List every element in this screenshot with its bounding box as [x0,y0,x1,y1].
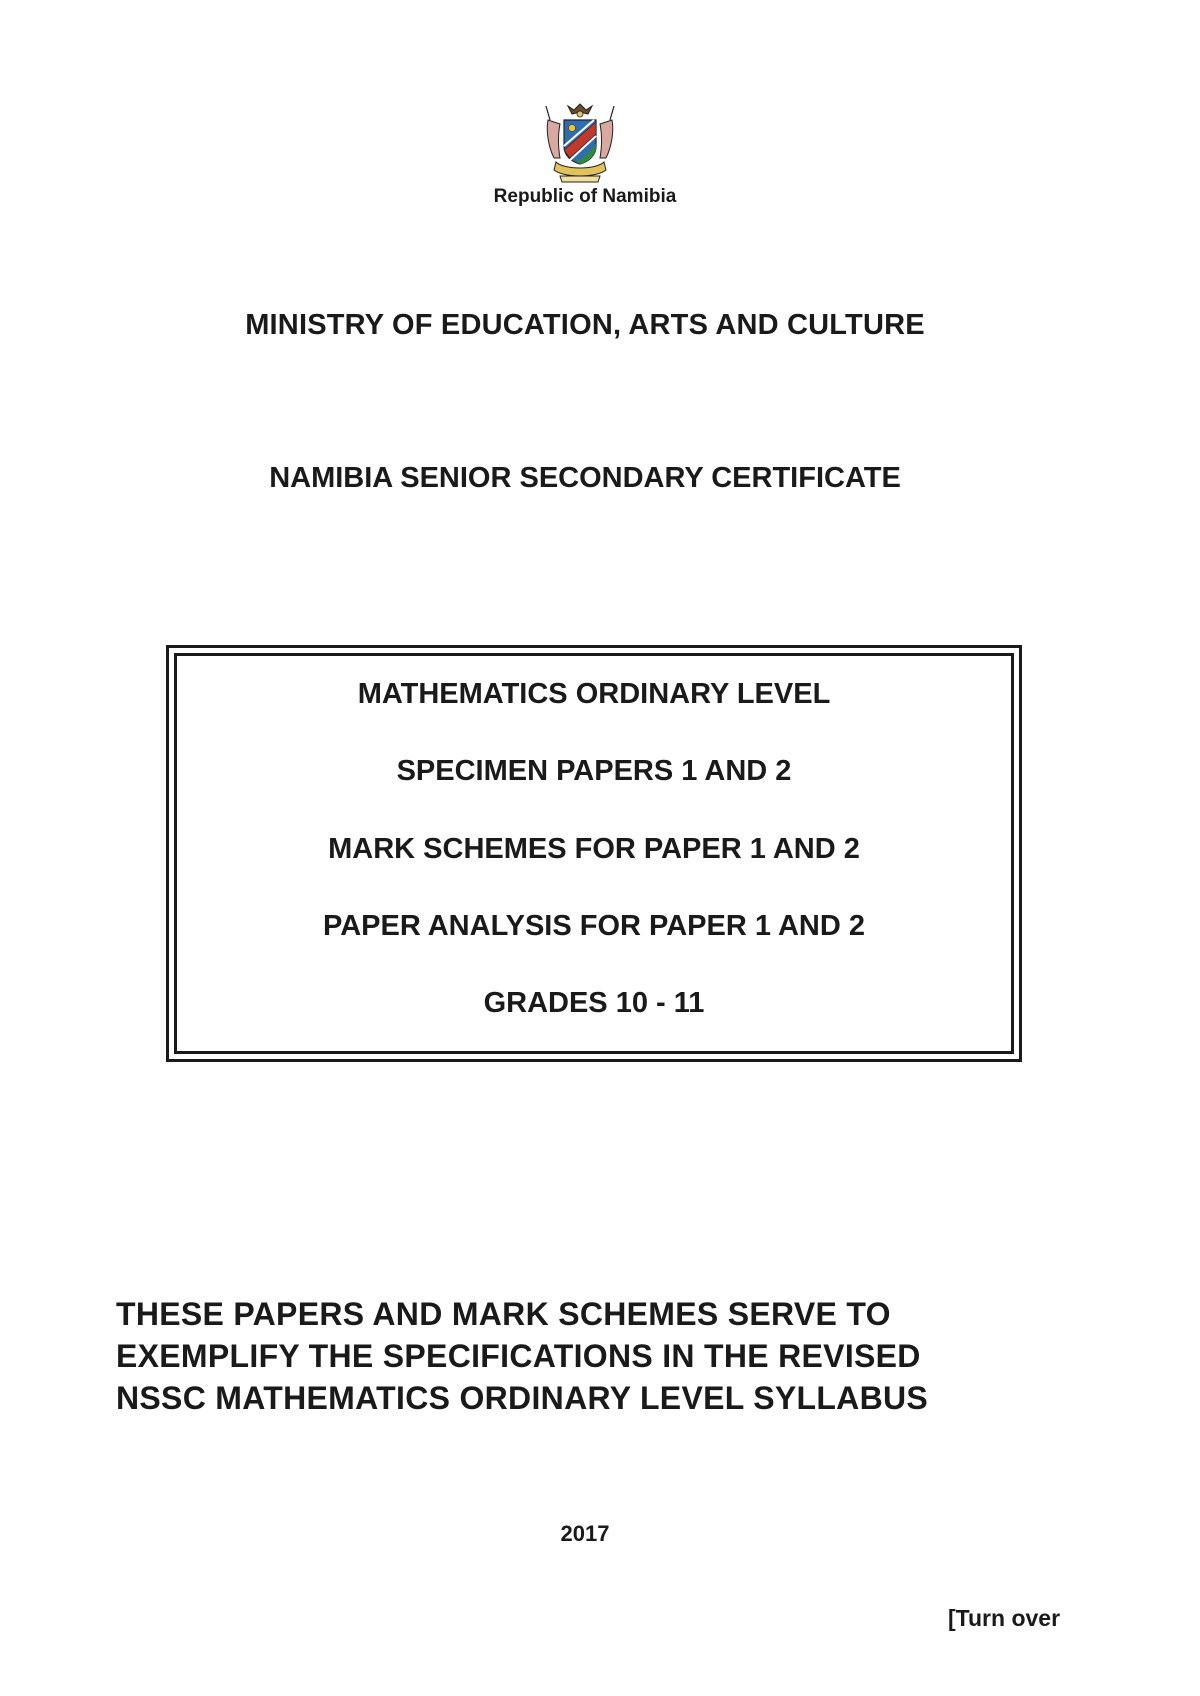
title-box-inner-border [174,653,1014,1054]
ministry-title: MINISTRY OF EDUCATION, ARTS AND CULTURE [245,309,925,341]
mark-schemes-line: MARK SCHEMES FOR PAPER 1 AND 2 [328,833,860,865]
statement-line: NSSC MATHEMATICS ORDINARY LEVEL SYLLABUS [116,1380,929,1416]
purpose-statement [116,1293,1116,1419]
turn-over-note: [Turn over [948,1605,1061,1631]
grades-line: GRADES 10 - 11 [483,987,705,1019]
specimen-line: SPECIMEN PAPERS 1 AND 2 [396,755,792,787]
emblem-caption: Republic of Namibia [493,186,677,207]
statement-line: THESE PAPERS AND MARK SCHEMES SERVE TO [116,1296,891,1332]
subject-title: MATHEMATICS ORDINARY LEVEL [357,678,831,710]
title-box [166,645,1022,1062]
publication-year: 2017 [560,1521,610,1546]
paper-analysis-line: PAPER ANALYSIS FOR PAPER 1 AND 2 [323,910,865,942]
certificate-title: NAMIBIA SENIOR SECONDARY CERTIFICATE [269,462,901,494]
namibia-coat-of-arms-icon [540,100,620,184]
statement-line: EXEMPLIFY THE SPECIFICATIONS IN THE REVISED [116,1338,921,1374]
